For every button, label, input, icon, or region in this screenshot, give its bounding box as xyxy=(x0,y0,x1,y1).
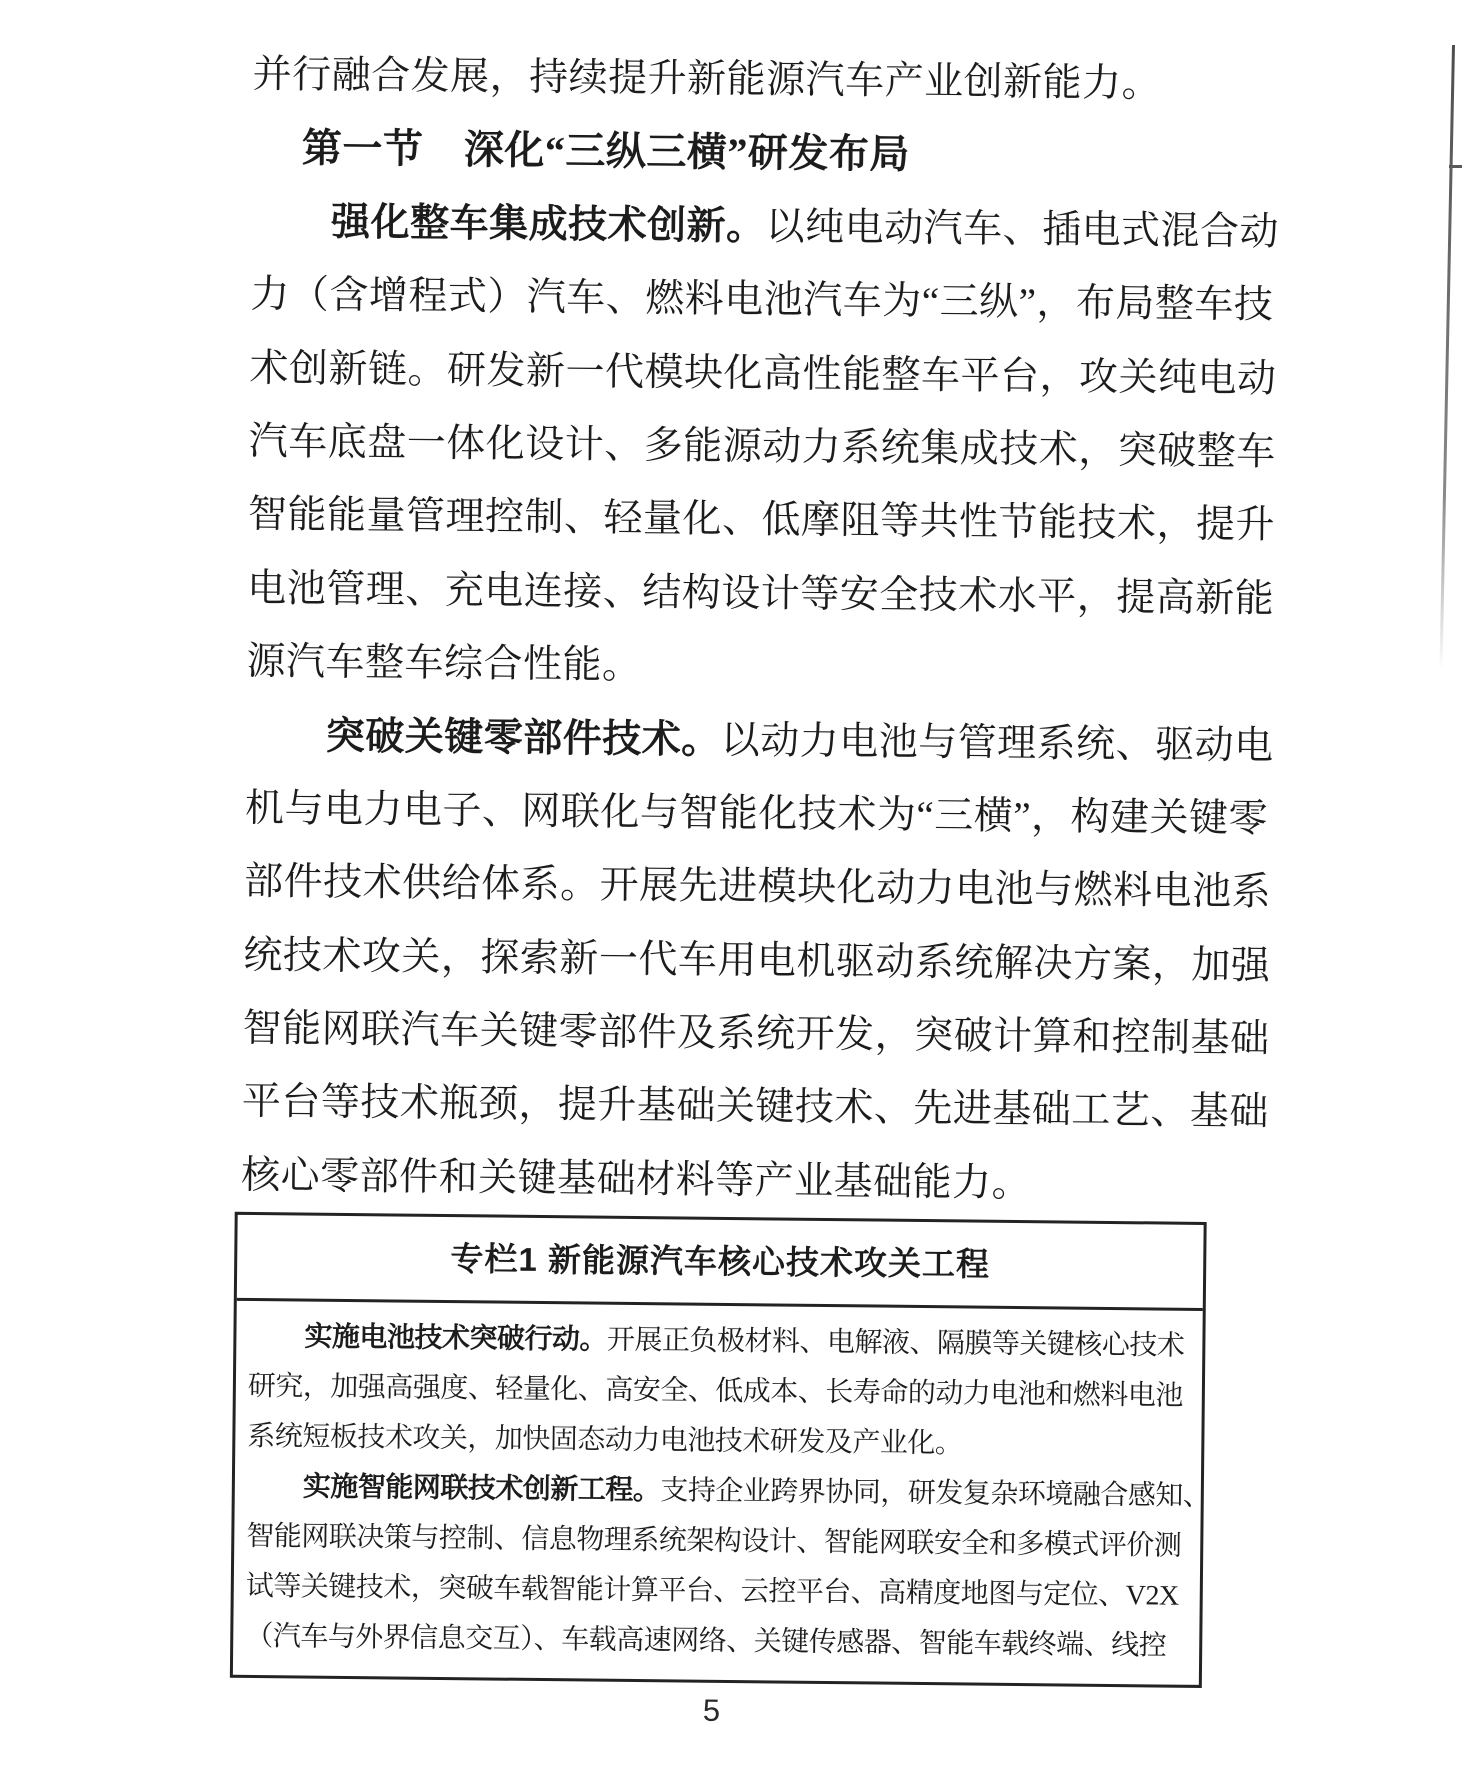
text-line: 突破关键零部件技术。以动力电池与管理系统、驱动电 xyxy=(325,714,1274,768)
callout-line: （汽车与外界信息交互）、车载高速网络、关键传感器、智能车载终端、线控 xyxy=(245,1620,1167,1662)
text-line: 并行融合发展，持续提升新能源汽车产业创新能力。 xyxy=(252,52,1162,106)
text-line: 机与电力电子、网联化与智能化技术为“三横”，构建关键零 xyxy=(244,786,1269,841)
page-number: 5 xyxy=(702,1692,721,1728)
text-line: 智能网联汽车关键零部件及系统开发，突破计算和控制基础 xyxy=(242,1006,1270,1061)
text-line: 统技术攻关，探索新一代车用电机驱动系统解决方案，加强 xyxy=(243,933,1271,988)
scan-tick-artifact xyxy=(1449,165,1462,168)
callout-body xyxy=(233,1301,1211,1685)
text-line: 平台等技术瓶颈，提升基础关键技术、先进基础工艺、基础 xyxy=(241,1080,1270,1135)
callout-line: 系统短板技术攻关，加快固态动力电池技术研发及产业化。 xyxy=(247,1420,963,1460)
text-line: 源汽车整车综合性能。 xyxy=(246,640,642,688)
text-line: 核心零部件和关键基础材料等产业基础能力。 xyxy=(240,1153,1032,1205)
section-heading: 第一节 深化“三纵三横”研发布局 xyxy=(301,125,911,178)
text-line: 汽车底盘一体化设计、多能源动力系统集成技术，突破整车 xyxy=(248,419,1276,474)
callout-box-special-column-1 xyxy=(230,1212,1211,1688)
text-line: 智能能量管理控制、轻量化、低摩阻等共性节能技术，提升 xyxy=(247,493,1276,547)
callout-title: 专栏1 新能源汽车核心技术攻关工程 xyxy=(237,1215,1204,1311)
text-line: 力（含增程式）汽车、燃料电池汽车为“三纵”，布局整车技 xyxy=(250,273,1274,327)
text-line: 强化整车集成技术创新。以纯电动汽车、插电式混合动 xyxy=(330,200,1280,254)
text-line: 电池管理、充电连接、结构设计等安全技术水平，提高新能 xyxy=(247,566,1275,621)
callout-line: 智能网联决策与控制、信息物理系统架构设计、智能网联安全和多模式评价测 xyxy=(246,1520,1182,1562)
text-line: 术创新链。研发新一代模块化高性能整车平台，攻关纯电动 xyxy=(249,346,1277,401)
callout-line: 研究，加强高强度、轻量化、高安全、低成本、长寿命的动力电池和燃料电池 xyxy=(247,1370,1184,1412)
text-line: 部件技术供给体系。开展先进模块化动力电池与燃料电池系 xyxy=(243,860,1272,914)
callout-line: 实施电池技术突破行动。开展正负极材料、电解液、隔膜等关键核心技术 xyxy=(304,1320,1185,1362)
callout-line: 实施智能网联技术创新工程。支持企业跨界协同，研发复杂环境融合感知、 xyxy=(302,1470,1211,1513)
callout-line: 试等关键技术，突破车载智能计算平台、云控平台、高精度地图与定位、V2X xyxy=(245,1570,1179,1612)
main-text-block xyxy=(240,38,1280,1223)
